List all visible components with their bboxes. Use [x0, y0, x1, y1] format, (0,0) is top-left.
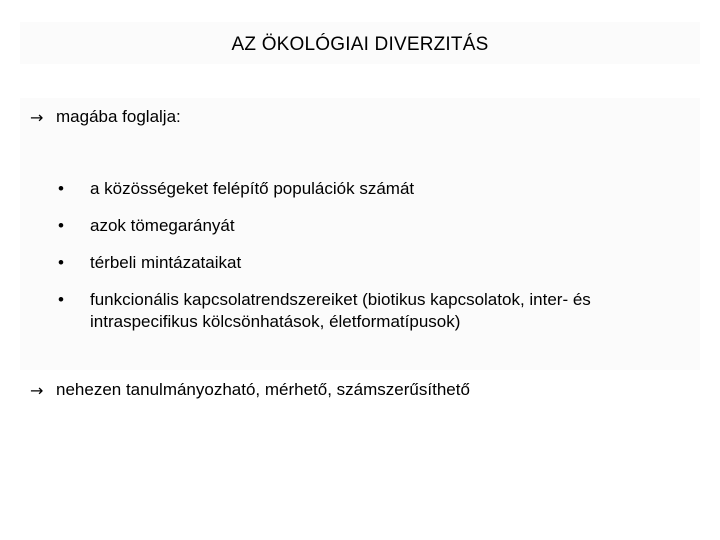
intro-text: magába foglalja:: [56, 107, 181, 126]
list-item: [58, 252, 698, 274]
arrow-right-icon: →: [30, 380, 44, 400]
title-box: [20, 22, 700, 64]
bullet-text: azok tömegarányát: [90, 216, 235, 235]
bullet-text: funkcionális kapcsolatrendszereiket (biotikus kapcsolatok, inter- és intraspecifikus kölcsönhatások, életformatípusok): [90, 290, 591, 331]
bullet-marker: •: [58, 179, 64, 198]
list-item: [58, 289, 698, 333]
bullet-marker: •: [58, 290, 64, 309]
intro-line: [30, 107, 181, 127]
list-item: [58, 215, 698, 237]
page-title: AZ ÖKOLÓGIAI DIVERZITÁS: [231, 34, 489, 55]
outro-line: [30, 380, 470, 400]
bullet-marker: •: [58, 216, 64, 235]
bullet-list: [58, 178, 698, 348]
bullet-text: térbeli mintázataikat: [90, 253, 242, 272]
bullet-marker: •: [58, 253, 64, 272]
bullet-text: a közösségeket felépítő populációk számát: [90, 179, 415, 198]
list-item: [58, 178, 698, 200]
arrow-right-icon: →: [30, 107, 44, 127]
outro-text: nehezen tanulmányozható, mérhető, számszerűsíthető: [56, 380, 470, 399]
